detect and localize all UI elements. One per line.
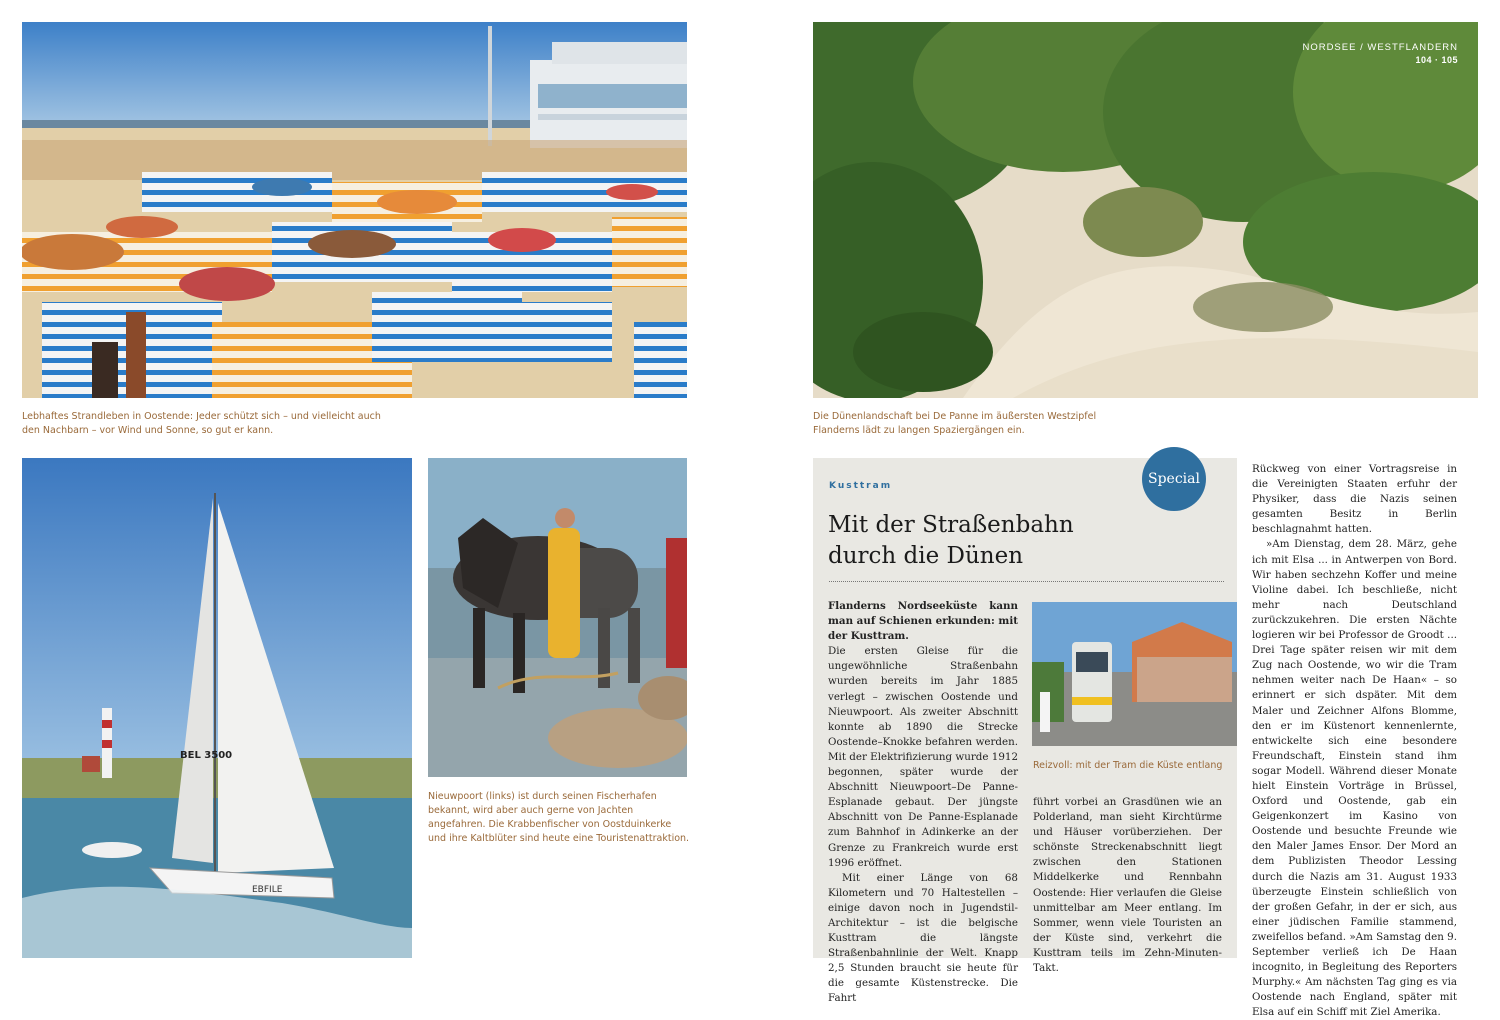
special-column-2: [1033, 795, 1222, 976]
beach-caption: Lebhaftes Strandleben in Oostende: Jeder schützt sich – und vielleicht auch den Nachbarn – vor Wind und Sonne, so gut er kann.: [22, 411, 381, 436]
sail-number: BEL 3500: [180, 750, 233, 761]
main-column-3: [1252, 462, 1457, 1020]
column3-paragraph-2: »Am Dienstag, dem 28. März, gehe ich mit Elsa ... in Antwerpen von Bord. Wir haben sechzehn Koffer und meine Violine dabei. Ich beschließe, nicht mehr nach Deutschland zurückzukehren. Die ersten Nächte logieren wir bei Professor de Groodt ... Drei Tage später reisen wir mit dem Zug nach Oostende, wo wir die Tram nehmen weiter nach De Haan« – so erinnert er sich dspäter. Mit dem Maler und Zeichner Alfons Blomme, den er im Küstenort kennenlernte, entwickelte sich eine besondere Freundschaft, Einstein stand ihm sogar Modell. Während dieser Monate hielt Einstein Vorträge in Brüssel, Oxford und Oostende, gab ein Geigenkonzert im Kasino von Oostende und besuchte Freunde wie den Maler James Ensor. Der Mord an dem Publizisten Theodor Lessing durch die Nazis am 31. August 1933 überzeugte Einstein schließlich von der großen Gefahr, in der er sich, aus einer jüdischen Familie stammend, zweifellos befand. »Am Samstag den 9. September verließ ich De Haan incognito, in Begleitung des Reporters Murphy.« Am nächsten Tag ging es via Oostende nach England, später mit Elsa auf ein Schiff mit Ziel Amerika.: [1252, 538, 1457, 1019]
beach-photo: [22, 22, 687, 398]
special-headline: Mit der Straßenbahn durch die Dünen: [828, 512, 1074, 569]
special-col1-paragraph-1: Die ersten Gleise für die ungewöhnliche Straßenbahn wurden bereits im Jahr 1885 verlegt – zwischen Oostende und Nieuwpoort. Als zweiter Abschnitt konnte ab 1890 die Strecke Oostende–Knokke befahren werden. Mit der Elektrifizierung wurde 1912 begonnen, später wurde der Abschnitt Nieuwpoort–De Panne-Esplanade gebaut. Der jüngste Abschnitt von De Panne-Esplanade zum Bahnhof in Adinkerke an der Grenze zu Frankreich wurde erst 1996 eröffnet.: [828, 645, 1018, 869]
horse-fisherman-photo: [428, 458, 687, 777]
special-col1-paragraph-2: Mit einer Länge von 68 Kilometern und 70 Haltestellen – einige davon noch in Jugendstil-Architektur – ist die belgische Kusttram die längste Straßenbahnlinie der Welt. Knapp 2,5 Stunden braucht sie heute für die gesamte Küstenstrecke. Die Fahrt: [828, 871, 1018, 1005]
harbour-caption: Nieuwpoort (links) ist durch seinen Fischerhafen bekannt, wird aber auch gerne von Jachten angefahren. Die Krabbenfischer von Oostduinkerke und ihre Kaltblüter sind heute eine Touristenattraktion.: [428, 791, 690, 844]
special-lead: Flanderns Nordseeküste kann man auf Schienen erkunden: mit der Kusttram.: [828, 600, 1018, 643]
dotted-divider: [829, 581, 1224, 582]
running-head-section: NORDSEE / WESTFLANDERN: [1302, 42, 1458, 53]
special-column-1: [828, 599, 1018, 1007]
running-head: [1302, 42, 1458, 66]
special-col2-paragraph: führt vorbei an Grasdünen wie an Polderland, man sieht Kirchtürme und Häuser vorüberziehen. Der schönste Streckenabschnitt liegt zwischen den Stationen Middelkerke und Rennbahn Oostende: Hier verlaufen die Gleise unmittelbar am Meer entlang. Im Sommer, wenn viele Touristen an der Küste sind, verkehrt die Kusttram teils im Zehn-Minuten-Takt.: [1033, 796, 1222, 975]
tram-caption: Reizvoll: mit der Tram die Küste entlang: [1033, 760, 1223, 771]
page-numbers: 104 · 105: [1415, 55, 1458, 65]
dunes-photo: [813, 22, 1478, 398]
tram-photo: [1032, 602, 1237, 746]
sailboat-photo: [22, 458, 412, 958]
column3-paragraph-1: Rückweg von einer Vortragsreise in die Vereinigten Staaten erfuhr der Physiker, dass die Nazis seinen gesamten Besitz in Berlin beschlagnahmt hatten.: [1252, 463, 1457, 536]
special-badge: Special: [1142, 447, 1206, 511]
special-kicker: Kusttram: [829, 481, 893, 491]
hull-name: EBFILE: [252, 885, 283, 895]
dunes-caption: Die Dünenlandschaft bei De Panne im äußersten Westzipfel Flanderns lädt zu langen Spaziergängen ein.: [813, 411, 1097, 436]
